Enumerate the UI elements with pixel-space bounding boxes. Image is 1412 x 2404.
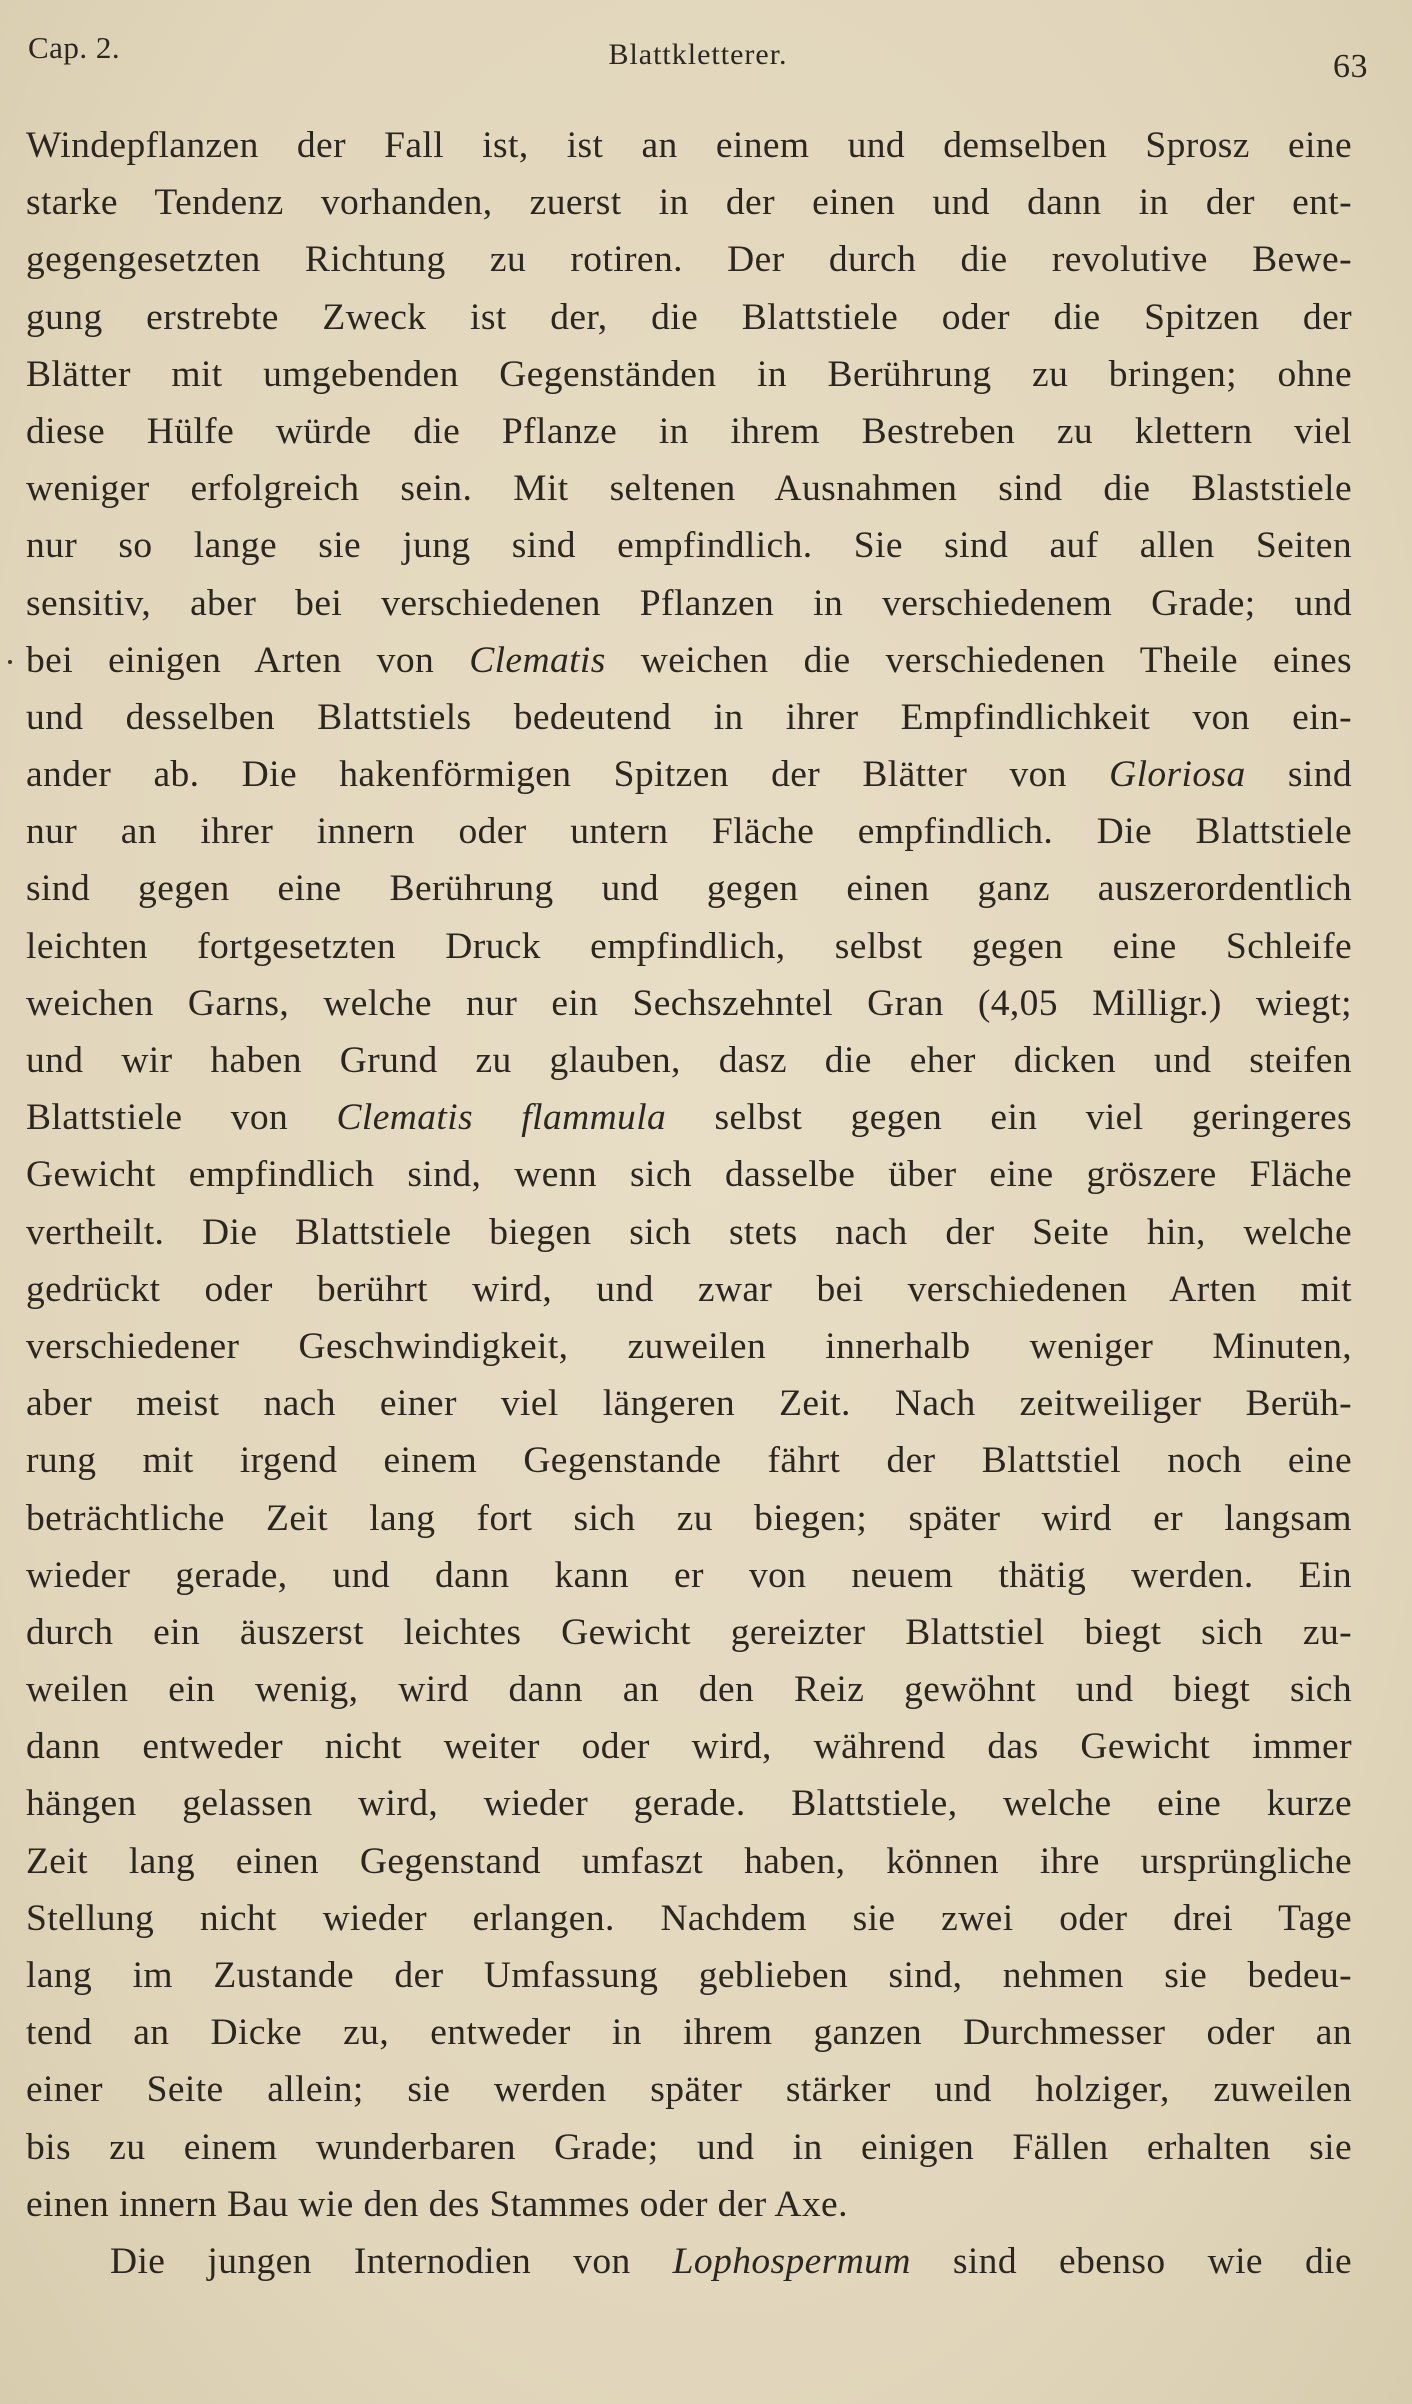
- text-line: verschiedener Geschwindigkeit, zuweilen innerhalb weniger Minuten,: [26, 1325, 1352, 1367]
- text-line: aber meist nach einer viel längeren Zeit. Nach zeitweiliger Berüh-: [26, 1383, 1352, 1425]
- text-segment: sind ebenso wie die: [910, 2240, 1352, 2282]
- ink-speck: [8, 660, 12, 664]
- running-title: Blattkletterer.: [608, 38, 788, 71]
- italic-term: Lophospermum: [672, 2240, 911, 2282]
- text-line: beträchtliche Zeit lang fort sich zu biegen; später wird er langsam: [26, 1497, 1352, 1539]
- text-line: lang im Zustande der Umfassung geblieben sind, nehmen sie bedeu-: [26, 1955, 1352, 1996]
- text-line: nur an ihrer innern oder untern Fläche empfindlich. Die Blattstiele: [26, 811, 1352, 853]
- text-line: wieder gerade, und dann kann er von neuem thätig werden. Ein: [26, 1554, 1352, 1596]
- text-line: tend an Dicke zu, entweder in ihrem ganzen Durchmesser oder an: [26, 2012, 1352, 2054]
- text-line: bis zu einem wunderbaren Grade; und in einigen Fällen erhalten sie: [26, 2126, 1352, 2168]
- chapter-label: Cap. 2.: [28, 30, 121, 65]
- running-header: [28, 24, 1368, 84]
- text-segment: bei einigen Arten von: [26, 639, 470, 681]
- text-line: und wir haben Grund zu glauben, dasz die eher dicken und steifen: [26, 1040, 1352, 1081]
- text-line: [26, 746, 1352, 803]
- text-line: dann entweder nicht weiter oder wird, während das Gewicht immer: [26, 1726, 1352, 1768]
- text-line: gung erstrebte Zweck ist der, die Blattstiele oder die Spitzen der: [26, 296, 1352, 338]
- text-line: [26, 632, 1352, 689]
- text-line: und desselben Blattstiels bedeutend in ihrer Empfindlichkeit von ein-: [26, 696, 1352, 738]
- italic-term: Gloriosa: [1109, 754, 1246, 796]
- text-line: weichen Garns, welche nur ein Sechszehntel Gran (4,05 Milligr.) wiegt;: [26, 982, 1352, 1024]
- text-line: weniger erfolgreich sein. Mit seltenen Ausnahmen sind die Blaststiele: [26, 468, 1352, 510]
- text-line: einen innern Bau wie den des Stammes oder der Axe.: [26, 2183, 848, 2225]
- text-line: einer Seite allein; sie werden später stärker und holziger, zuweilen: [26, 2069, 1352, 2111]
- text-line: weilen ein wenig, wird dann an den Reiz gewöhnt und biegt sich: [26, 1669, 1352, 1711]
- text-segment: Blattstiele von: [26, 1097, 337, 1139]
- text-line: Stellung nicht wieder erlangen. Nachdem sie zwei oder drei Tage: [26, 1897, 1352, 1939]
- text-line: vertheilt. Die Blattstiele biegen sich stets nach der Seite hin, welche: [26, 1211, 1352, 1253]
- body-text: [26, 117, 1352, 2290]
- page-number: 63: [1333, 48, 1368, 85]
- text-segment: weichen die verschiedenen Theile eines: [605, 639, 1352, 681]
- text-segment: ander ab. Die hakenförmigen Spitzen der Blätter von: [26, 754, 1110, 796]
- text-line: Windepflanzen der Fall ist, ist an einem und demselben Sprosz eine: [26, 125, 1352, 166]
- text-line: leichten fortgesetzten Druck empfindlich, selbst gegen eine Schleife: [26, 925, 1352, 967]
- text-line: sind gegen eine Berührung und gegen einen ganz auszerordentlich: [26, 868, 1352, 910]
- text-line: durch ein äuszerst leichtes Gewicht gereizter Blattstiel biegt sich zu-: [26, 1611, 1352, 1653]
- text-line: Zeit lang einen Gegenstand umfaszt haben, können ihre ursprüngliche: [26, 1840, 1352, 1882]
- text-segment: selbst gegen ein viel geringeres: [666, 1097, 1353, 1139]
- text-line: gegengesetzten Richtung zu rotiren. Der durch die revolutive Bewe-: [26, 239, 1352, 281]
- text-segment: sind: [1245, 754, 1352, 796]
- text-segment: Die jungen Internodien von: [110, 2240, 673, 2282]
- text-line: hängen gelassen wird, wieder gerade. Blattstiele, welche eine kurze: [26, 1783, 1352, 1825]
- text-line: sensitiv, aber bei verschiedenen Pflanzen in verschiedenem Grade; und: [26, 582, 1352, 624]
- text-line: [26, 1089, 1352, 1146]
- text-line: rung mit irgend einem Gegenstande fährt der Blattstiel noch eine: [26, 1440, 1352, 1482]
- text-line: diese Hülfe würde die Pflanze in ihrem Bestreben zu klettern viel: [26, 410, 1352, 452]
- italic-term: Clematis flammula: [336, 1097, 667, 1139]
- text-line: gedrückt oder berührt wird, und zwar bei verschiedenen Arten mit: [26, 1268, 1352, 1310]
- italic-term: Clematis: [469, 639, 606, 681]
- text-line: Blätter mit umgebenden Gegenständen in Berührung zu bringen; ohne: [26, 353, 1352, 395]
- text-line: [26, 2233, 1352, 2290]
- text-line: starke Tendenz vorhanden, zuerst in der einen und dann in der ent-: [26, 182, 1352, 224]
- text-line: Gewicht empfindlich sind, wenn sich dasselbe über eine gröszere Fläche: [26, 1154, 1352, 1196]
- text-line: nur so lange sie jung sind empfindlich. Sie sind auf allen Seiten: [26, 525, 1352, 567]
